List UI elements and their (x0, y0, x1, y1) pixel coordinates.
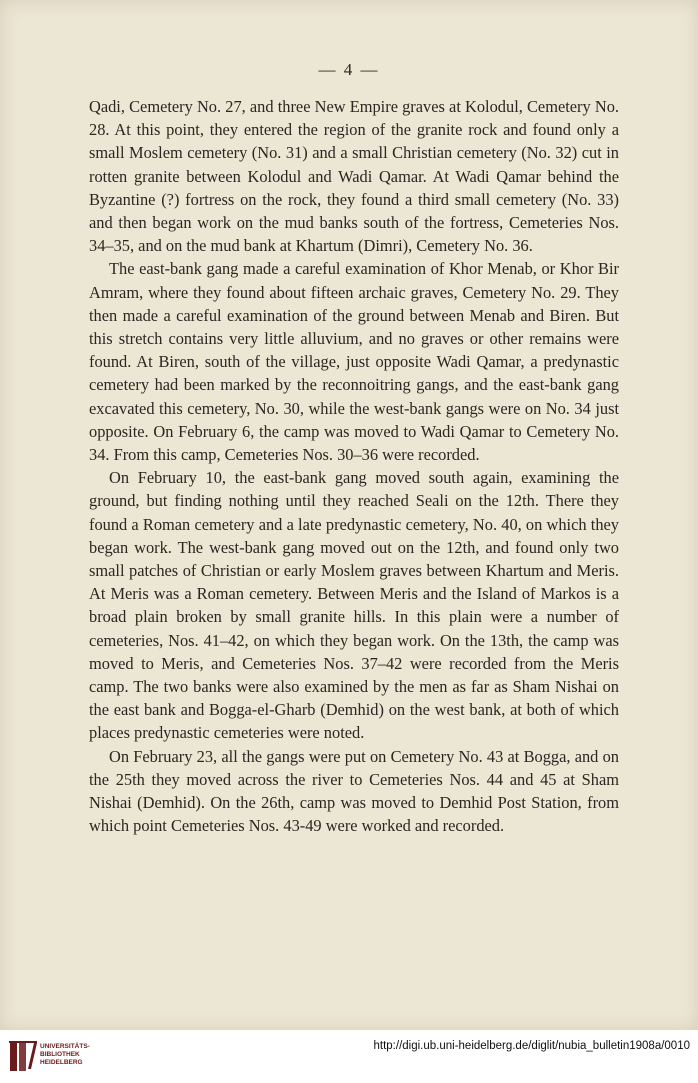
page-number: — 4 — (318, 60, 380, 79)
library-logo-icon[interactable] (8, 1039, 38, 1073)
paragraph-3: On February 10, the east-bank gang moved south again, examining the ground, but finding nothing until they reached Seali on the 12th. There they found a Roman cemetery and a late predynastic cemetery, No. 40, on which they began work. The west-bank gang moved out on the 12th, and found only two small patches of Christian or early Moslem graves between Khartum and Meris. At Meris was a Roman cemetery. Between Meris and the Island of Markos is a broad plain broken by small granite hills. In this plain were a number of cemeteries, Nos. 41–42, on which they began work. On the 13th, the camp was moved to Meris, and Cemeteries Nos. 37–42 were recorded from the Meris camp. The two banks were also examined by the men as far as Sham Nishai on the east bank and Bogga-el-Gharb (Demhid) on the west bank, at both of which places predynastic cemeteries were noted. (89, 468, 619, 743)
paragraph-4: On February 23, all the gangs were put on Cemetery No. 43 at Bogga, and on the 25th they moved across the river to Cemeteries Nos. 44 and 45 at Sham Nishai (Demhid). On the 26th, camp was moved to Demhid Post Station, from which point Cemeteries Nos. 43-49 were worked and recorded. (89, 746, 619, 836)
library-line: HEIDELBERG (40, 1059, 83, 1066)
paragraph-1: Qadi, Cemetery No. 27, and three New Empire graves at Kolodul, Cemetery No. 28. At this point, they entered the region of the granite rock and found only a small Moslem cemetery (No. 31) and a small Christian cemetery (No. 32) cut in rotten granite between Kolodul and Wadi Qamar. At Wadi Qamar behind the Byzantine (?) fortress on the rock, they found a third small cemetery (No. 33) and then began work on the mud banks south of the fortress, Cemeteries Nos. 34–35, and on the mud bank at Khartum (Dimri), Cemetery No. 36. (89, 97, 619, 256)
source-url-link[interactable]: http://digi.ub.uni-heidelberg.de/diglit/nubia_bulletin1908a/0010 (373, 1040, 690, 1052)
library-line: UNIVERSITÄTS- (40, 1043, 90, 1050)
paragraph-2: The east-bank gang made a careful examination of Khor Menab, or Khor Bir Amram, where they found about fifteen archaic graves, Cemetery No. 29. They then made a careful examination of the ground between Menab and Biren. But this stretch contains very little alluvium, and no graves or other remains were found. At Biren, south of the village, just opposite Wadi Qamar, a predynastic cemetery had been marked by the reconnoitring gangs, and the east-bank gang excavated this cemetery, No. 30, while the west-bank gangs were on No. 34 just opposite. On February 6, the camp was moved to Wadi Qamar to Cemetery No. 34. From this camp, Cemeteries Nos. 30–36 were recorded. (89, 259, 619, 465)
library-name (40, 1043, 90, 1067)
library-line: BIBLIOTHEK (40, 1051, 80, 1058)
body-text (89, 95, 619, 838)
footer-bar (0, 1030, 698, 1083)
